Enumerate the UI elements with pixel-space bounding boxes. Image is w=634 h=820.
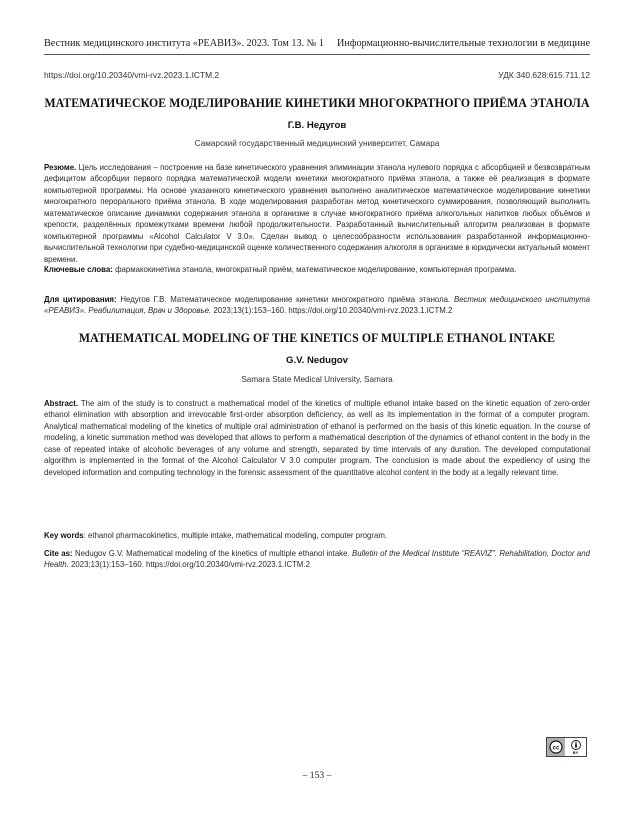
cite-label-en: Cite as: (44, 549, 73, 558)
cite-label-ru: Для цитирования: (44, 295, 117, 304)
cc-icon (547, 738, 565, 756)
by-person-icon (565, 738, 586, 756)
svg-text:cc: cc (552, 745, 560, 752)
cite-journal-ru: Вестник медицинского института «РЕАВИЗ». Реабилитация, Врач и Здоровье. (44, 295, 591, 316)
affiliation-ru: Самарский государственный медицинский университет, Самара (194, 139, 440, 148)
running-header (44, 38, 590, 49)
license-label: BY (572, 749, 579, 755)
title-en: MATHEMATICAL MODELING OF THE KINETICS OF MULTIPLE ETHANOL INTAKE (78, 330, 556, 346)
abstract-text-en: The aim of the study is to construct a mathematical model of the kinetics of multiple ethanol intake based on the kinetic equation of zero-order ethanol elimination with absorption and irrevocable first-order absorption deficiency, as well as its implementation in the format of a computer program. Analytical mathematical modeling of the kinetics of multiple oral administration of ethanol is performed on the basis of this kinetic equation. In the course of modeling, a kinetic summation method was developed that allows to perform a mathematical description of the dynamics of ethanol content in the body in the case of repeated intake of alcoholic beverages of any volume and strength, separated by time intervals of any duration. The developed computational algorithm is implemented in the format of the Alcohol Calculator V 3.0 computer program. The conclusion is made about the expediency of using the developed information and computing technology in the forensic assessment of the quantitative alcohol content in the body at a legally relevant time. (44, 399, 591, 477)
article-meta (44, 70, 590, 80)
cite-text-en: Nedugov G.V. Mathematical modeling of the kinetics of multiple ethanol intake. (74, 549, 350, 558)
keywords-label-ru: Ключевые слова: (44, 265, 113, 274)
cc-by-license-badge[interactable] (546, 737, 587, 757)
page-number: – 153 – (302, 770, 332, 781)
citation-ru (44, 294, 590, 317)
citation-en (44, 548, 590, 571)
keywords-label-en: Key words (44, 531, 84, 540)
abstract-ru (44, 162, 590, 265)
cite-ref-en[interactable]: 2023;13(1):153–160. https://doi.org/10.20340/vmi-rvz.2023.1.ICTM.2 (71, 560, 310, 570)
cite-text-ru: Недугов Г.В. Математическое моделирование кинетики многократного приёма этанола. (120, 295, 451, 304)
section-name: Информационно-вычислительные технологии в медицине (337, 38, 590, 49)
journal-name: Вестник медицинского института «РЕАВИЗ». 2023. Том 13. № 1 (44, 38, 325, 49)
affiliation-en: Samara State Medical University, Samara (241, 375, 393, 384)
abstract-label-ru: Резюме. (44, 163, 77, 172)
header-divider (44, 54, 590, 55)
keywords-ru (44, 264, 590, 275)
cite-ref-ru[interactable]: 2023;13(1):153–160. https://doi.org/10.20340/vmi-rvz.2023.1.ICTM.2 (213, 306, 453, 316)
author-ru: Г.В. Недугов (287, 120, 347, 131)
keywords-text-ru: фармакокинетика этанола, многократный приём, математическое моделирование, компьютерная программа. (115, 265, 517, 274)
keywords-en (44, 530, 590, 541)
abstract-label-en: Abstract. (44, 399, 78, 408)
abstract-text-ru: Цель исследования – построение на базе кинетического уравнения элиминации этанола нулевого порядка с абсорбцией и безвозвратным дефицитом абсорбции первого порядка математической модели кинетики многократного приёма этанола, а также её реализация в формате компьютерной программы. На основе указанного кинетического уравнения выполнено аналитическое математическое моделирование кинетики многократного перорального приёма этанола. В ходе моделирования разработан метод кинетического суммирования, позволяющий выполнить математическое описание динамики содержания этанола в организме в случае многократного приёма алкогольных напитков любых объёмов и крепости, разделённых промежутками времени любой продолжительности. Разработанный вычислительный алгоритм реализован в формате компьютерной программы «Alcohol Calculator V 3.0». Сделан вывод о целесообразности использования разработанной информационно-вычислительной технологии при судебно-медицинской оценке количественного содержания алкоголя в организме в юридически актуальный момент времени. (44, 163, 591, 264)
udc-code: УДК 340.628:615.711.12 (498, 70, 590, 80)
cite-journal-en: Bulletin of the Medical Institute “REAVIZ”. Rehabilitation, Doctor and Health. (44, 549, 590, 570)
keywords-text-en: : ethanol pharmacokinetics, multiple intake, mathematical modeling, computer program. (83, 531, 388, 540)
author-en: G.V. Nedugov (285, 355, 349, 366)
doi-link[interactable]: https://doi.org/10.20340/vmi-rvz.2023.1.ICTM.2 (44, 70, 220, 80)
title-ru: МАТЕМАТИЧЕСКОЕ МОДЕЛИРОВАНИЕ КИНЕТИКИ МНОГОКРАТНОГО ПРИЁМА ЭТАНОЛА (44, 95, 590, 111)
abstract-en (44, 398, 590, 478)
